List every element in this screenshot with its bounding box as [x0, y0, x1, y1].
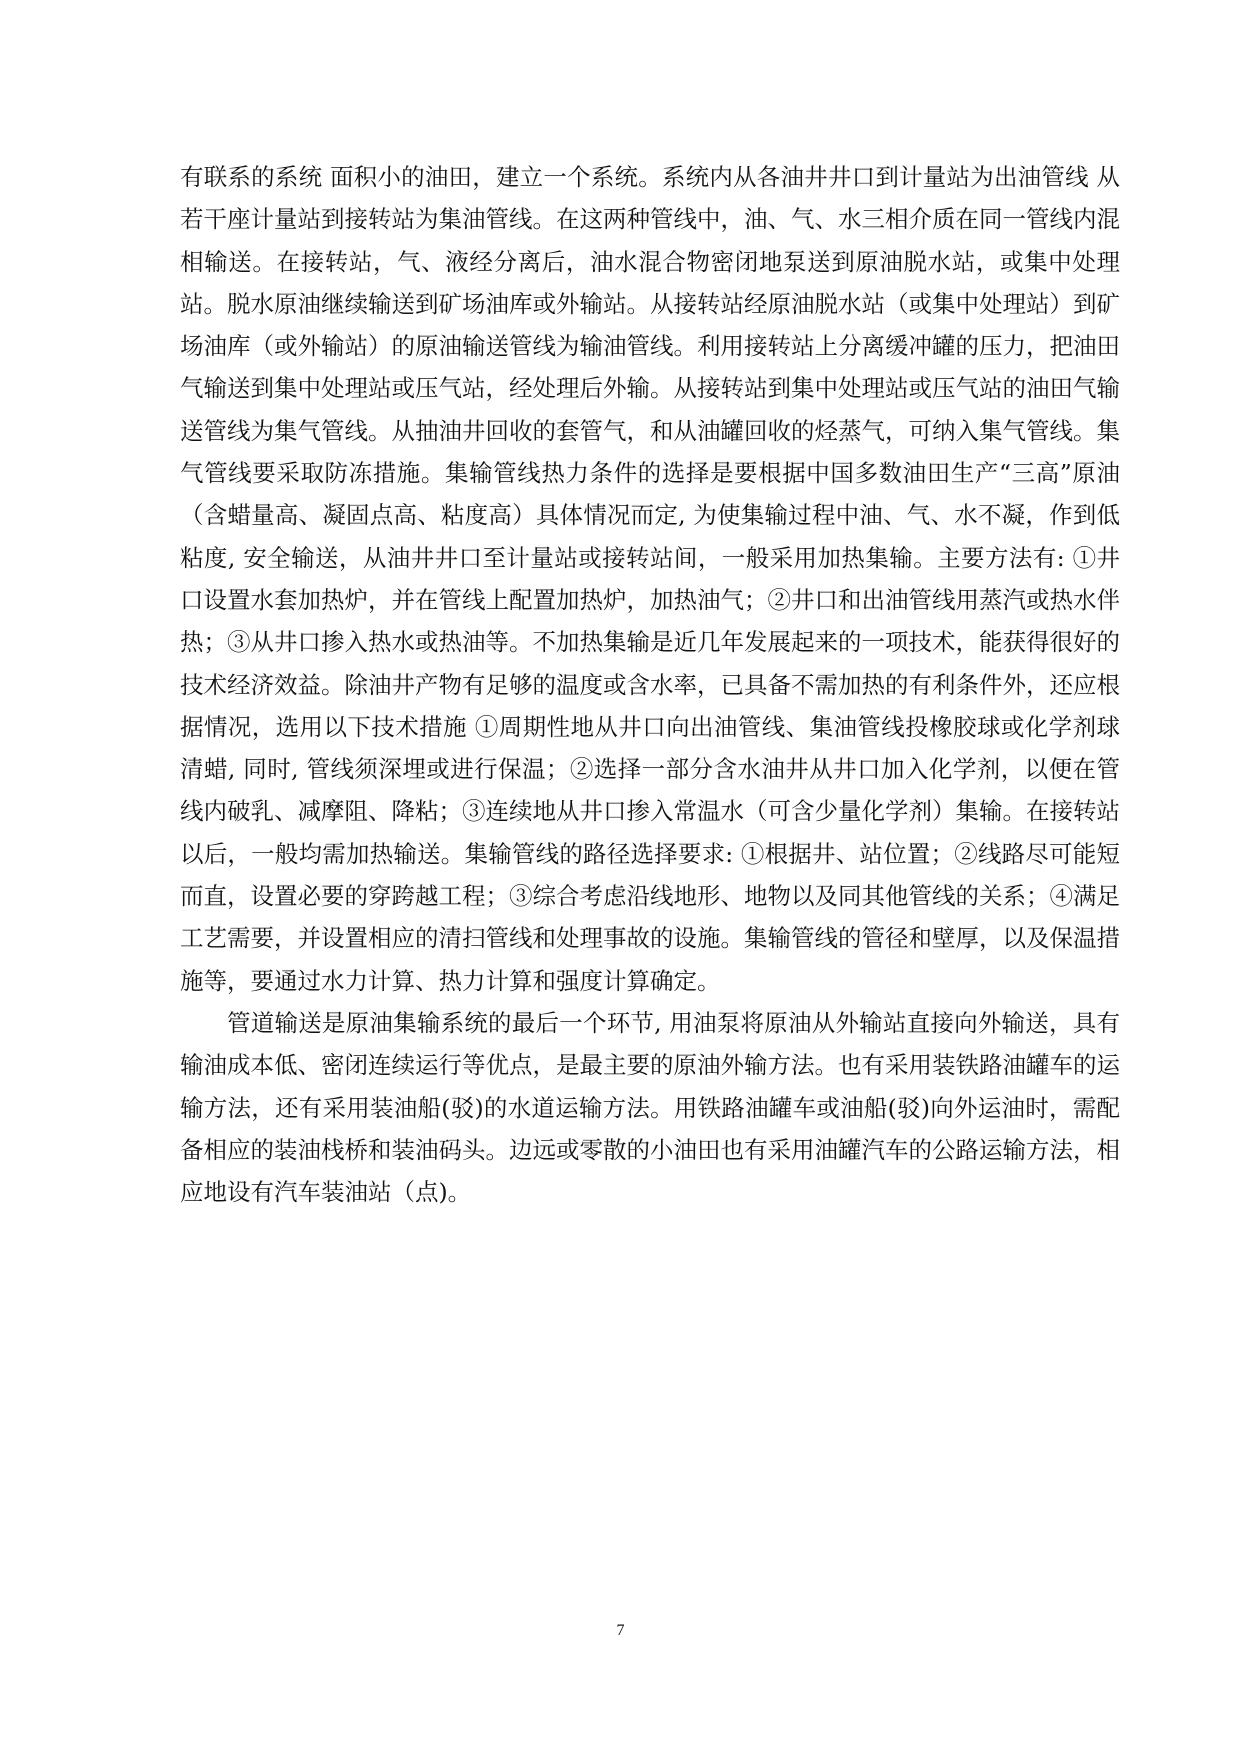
body-text: [180, 156, 1120, 1213]
paragraph-2: 管道输送是原油集输系统的最后一个环节, 用油泵将原油从外输站直接向外输送，具有输油成本低、密闭连续运行等优点，是最主要的原油外输方法。也有采用装铁路油罐车的运输方法，还有采用装油船(驳)的水道运输方法。用铁路油罐车或油船(驳)向外运油时，需配备相应的装油栈桥和装油码头。边远或零散的小油田也有采用油罐汽车的公路运输方法，相应地设有汽车装油站（点)。: [180, 1008, 1120, 1207]
paragraph-1: 有联系的系统 面积小的油田，建立一个系统。系统内从各油井井口到计量站为出油管线 从若干座计量站到接转站为集油管线。在这两种管线中，油、气、水三相介质在同一管线内混相输送。在接转站，气、液经分离后，油水混合物密闭地泵送到原油脱水站，或集中处理站。脱水原油继续输送到矿场油库或外输站。从接转站经原油脱水站（或集中处理站）到矿场油库（或外输站）的原油输送管线为输油管线。利用接转站上分离缓冲罐的压力，把油田气输送到集中处理站或压气站，经处理后外输。从接转站到集中处理站或压气站的油田气输送管线为集气管线。从抽油井回收的套管气，和从油罐回收的烃蒸气，可纳入集气管线。集气管线要采取防冻措施。集输管线热力条件的选择是要根据中国多数油田生产“三高”原油（含蜡量高、凝固点高、粘度高）具体情况而定, 为使集输过程中油、气、水不凝，作到低粘度, 安全输送，从油井井口至计量站或接转站间，一般采用加热集输。主要方法有: ①井口设置水套加热炉，并在管线上配置加热炉，加热油气；②井口和出油管线用蒸汽或热水伴热；③从井口掺入热水或热油等。不加热集输是近几年发展起来的一项技术，能获得很好的技术经济效益。除油井产物有足够的温度或含水率，已具备不需加热的有利条件外，还应根据情况，选用以下技术措施 ①周期性地从井口向出油管线、集油管线投橡胶球或化学剂球清蜡, 同时, 管线须深埋或进行保温；②选择一部分含水油井从井口加入化学剂，以便在管线内破乳、减摩阻、降粘；③连续地从井口掺入常温水（可含少量化学剂）集输。在接转站以后，一般均需加热输送。集输管线的路径选择要求: ①根据井、站位置；②线路尽可能短而直，设置必要的穿跨越工程；③综合考虑沿线地形、地物以及同其他管线的关系；④满足工艺需要，并设置相应的清扫管线和处理事故的设施。集输管线的管径和壁厚，以及保温措施等，要通过水力计算、热力计算和强度计算确定。: [180, 163, 1121, 995]
page-number: 7: [616, 1622, 625, 1639]
